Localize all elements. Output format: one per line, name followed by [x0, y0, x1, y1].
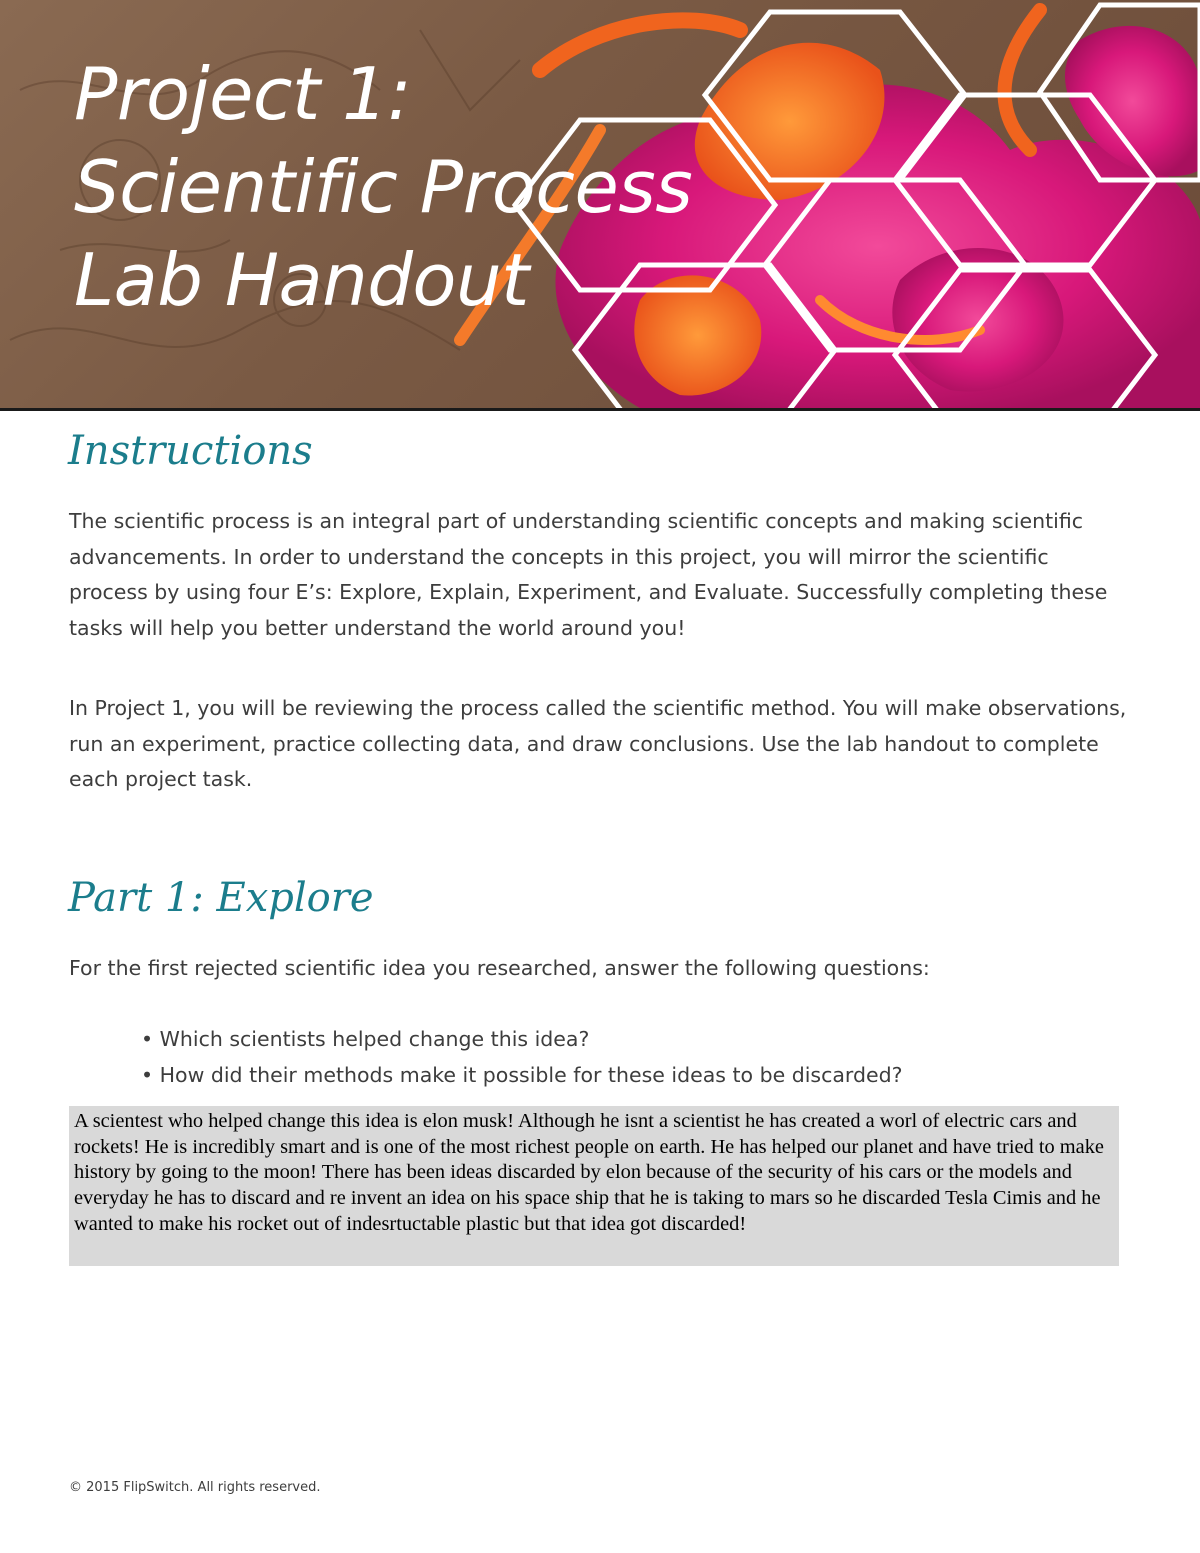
question-item-1: • Which scientists helped change this idea?	[141, 1027, 590, 1051]
part1-prompt: For the first rejected scientific idea you researched, answer the following questions:	[69, 956, 930, 980]
title-line-1: Project 1:	[74, 52, 412, 136]
page-title	[74, 48, 692, 327]
title-line-2: Scientific Process	[74, 145, 693, 229]
part1-heading: Part 1: Explore	[68, 875, 374, 921]
answer-text-field[interactable]: A scientest who helped change this idea is elon musk! Although he isnt a scientist he has created a worl of electric cars and rockets! He is incredibly smart and is one of the most richest people on earth. He has helped our planet and have tried to make history by going to the moon! There has been ideas discarded by elon because of the security of his cars or the models and everyday he has to discard and re invent an idea on his space ship that he is taking to mars so he discarded Tesla Cimis and he wanted to make his rocket out of indesrtuctable plastic but that idea got discarded!	[69, 1106, 1119, 1266]
copyright-footer: © 2015 FlipSwitch. All rights reserved.	[69, 1480, 321, 1495]
instructions-paragraph-1: The scientific process is an integral part of understanding scientific concepts and making scientific advancements. In order to understand the concepts in this project, you will mirror the scientific process by using four E’s: Explore, Explain, Experiment, and Evaluate. Successfully completing these tasks will help you better understand the world around you!	[69, 509, 1108, 640]
instructions-paragraph-2: In Project 1, you will be reviewing the process called the scientific method. You will make observations, run an experiment, practice collecting data, and draw conclusions. Use the lab handout to complete each project task.	[69, 696, 1127, 791]
banner-divider	[0, 408, 1200, 411]
header-banner	[0, 0, 1200, 408]
instructions-heading: Instructions	[68, 428, 313, 474]
title-line-3: Lab Handout	[74, 238, 529, 322]
question-item-2: • How did their methods make it possible for these ideas to be discarded?	[141, 1062, 903, 1087]
question-list	[141, 1022, 903, 1093]
